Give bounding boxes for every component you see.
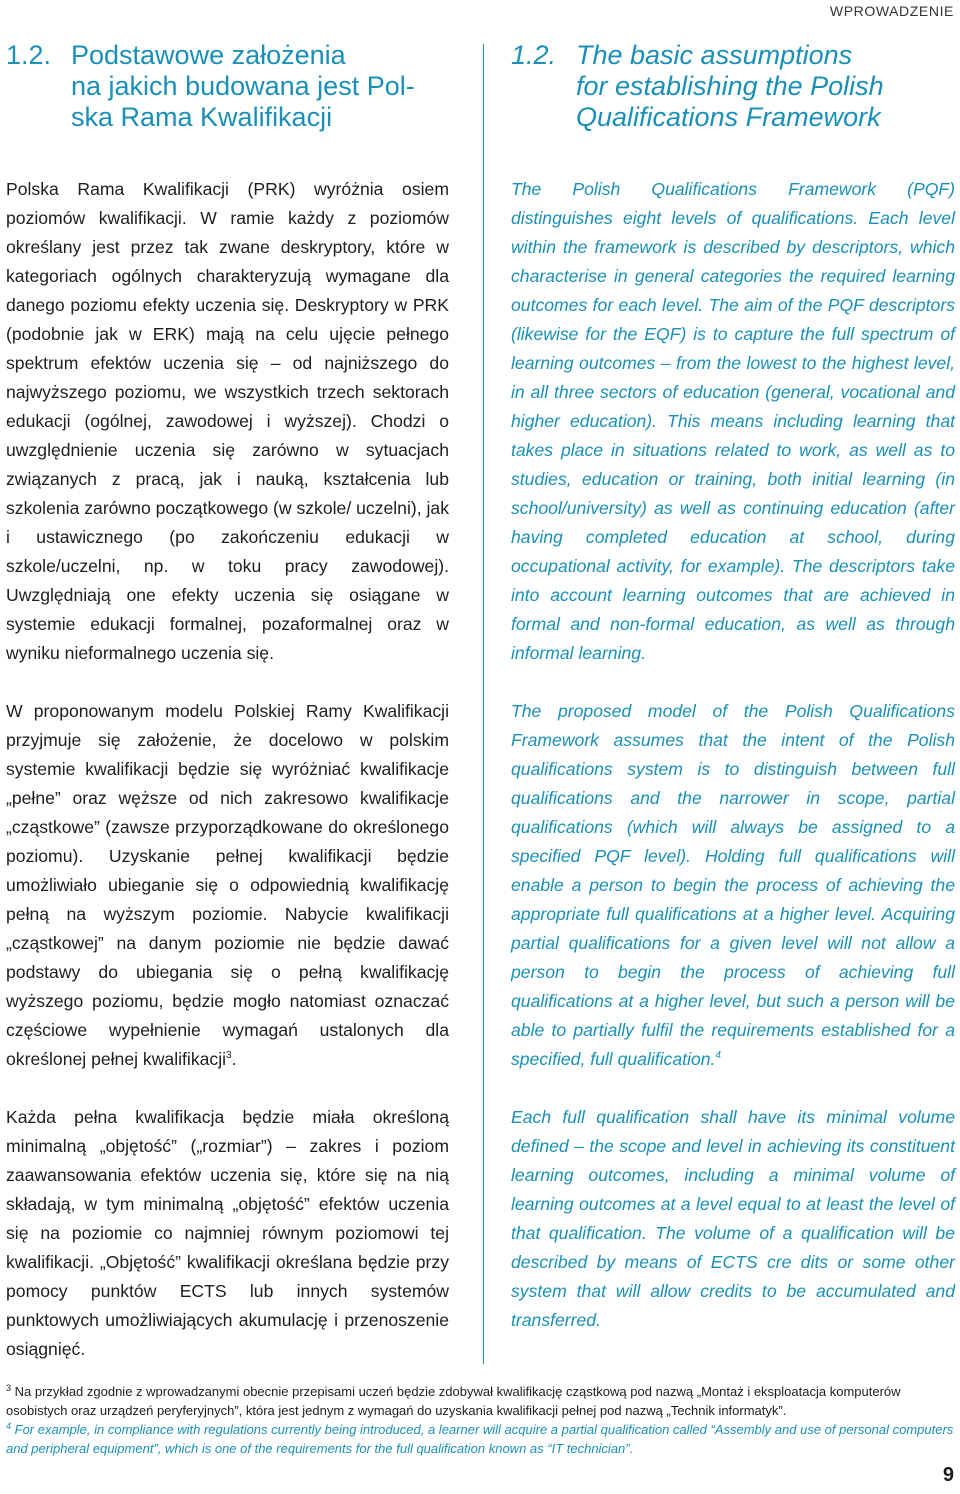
paragraph-pl-2-text: W proponowanym modelu Polskiej Ramy Kwalifikacji przyjmuje się założenie, że docelowo w polskim systemie kwalifikacji będzie się wyróżniać kwalifikacje „pełne” oraz węższe od nich zakresowo kwalifikacje „cząstkowe” (zawsze przyporządkowane do określonego poziomu). Uzyskanie pełnej kwalifikacji będzie umożliwiało ubieganie się o odpowiednią kwalifikację pełną na wyższym poziomie. Nabycie kwalifikacji „cząstkowej” na danym poziomie nie będzie dawać podstawy do ubiegania się o pełną kwalifikację wyższego poziomu, będzie mogło natomiast oznaczać częściowe wypełnienie wymagań ustalonych dla określonej pełnej kwalifikacji — [6, 701, 449, 1069]
section-number: 1.2. — [511, 40, 557, 70]
footnote-3-text: Na przykład zgodnie z wprowadzanymi obecnie przepisami uczeń będzie zdobywał kwalifikację cząstkową pod nazwą „Montaż i eksploatacja komputerów osobistych oraz urządzeń peryferyjnych”, która jest jednym z wymagań do uzyskania kwalifikacji pełnej pod nazwą „Technik informatyk”. — [6, 1384, 901, 1418]
paragraph-en-2 — [511, 697, 955, 1074]
running-header: WPROWADZENIE — [829, 3, 954, 19]
heading-line-1: The basic assumptions — [576, 40, 853, 70]
footnote-4-number: 4 — [6, 1421, 12, 1431]
footnote-3 — [6, 1382, 954, 1420]
paragraph-en-2-text: The proposed model of the Polish Qualifications Framework assumes that the intent of the Polish qualifications system is to distinguish between full qualifications and the narrower in scope, partial qualifications (which will always be assigned to a specified PQF level). Holding full qualifications will enable a person to begin the process of achieving the appropriate full qualifications at a higher level. Acquiring partial qualifications for a given level will not allow a person to begin the process of achieving full qualifications at a higher level, but such a person will be able to partially fulfil the requirements established for a specified, full qualification. — [511, 701, 955, 1069]
heading-line-3: ska Rama Kwalifikacji — [71, 102, 333, 132]
section-heading-en — [511, 40, 955, 175]
paragraph-pl-1: Polska Rama Kwalifikacji (PRK) wyróżnia osiem poziomów kwalifikacji. W ramie każdy z poziomów określany jest przez tak zwane deskryptory, które w kategoriach ogólnych charakteryzują wymagane dla danego poziomu efekty uczenia się. Deskryptory w PRK (podobnie jak w ERK) mają na celu ujęcie pełnego spektrum efektów uczenia się – od najniższego do najwyższego poziomu, we wszystkich trzech sektorach edukacji (ogólnej, zawodowej i wyższej). Chodzi o uwzględnienie uczenia się zarówno w sytuacjach związanych z pracą, jak i nauką, kształcenia lub szkolenia zarówno początkowego (w szkole/ uczelni), jak i ustawicznego (po zakończeniu edukacji w szkole/uczelni, np. w toku pracy zawodowej). Uwzględniają one efekty uczenia się osiągane w systemie edukacji formalnej, pozaformalnej oraz w wyniku nieformalnego uczenia się. — [6, 179, 449, 663]
polish-column — [6, 40, 449, 1364]
footnote-4-text: For example, in compliance with regulations currently being introduced, a learner will acquire a partial qualification called “Assembly and use of personal computers and peripheral equipment”, which is one of the requirements for the full qualification known as “IT technician”. — [6, 1422, 954, 1456]
footnote-4 — [6, 1420, 954, 1458]
column-divider — [483, 44, 484, 1364]
heading-line-2: for establishing the Polish — [576, 71, 884, 101]
footnotes — [6, 1382, 954, 1458]
page-number: 9 — [942, 1464, 954, 1486]
footnote-ref-4[interactable]: 4 — [715, 1050, 721, 1061]
footnote-ref-3[interactable]: 3 — [226, 1050, 232, 1061]
paragraph-pl-2 — [6, 697, 449, 1074]
section-number: 1.2. — [6, 40, 52, 70]
paragraph-en-1: The Polish Qualifications Framework (PQF) distinguishes eight levels of qualifications. Each level within the framework is described by descriptors, which characterise in general categories the required learning outcomes for each level. The aim of the PQF descriptors (likewise for the EQF) is to capture the full spectrum of learning outcomes – from the lowest to the highest level, in all three sectors of education (general, vocational and higher education). This means including learning that takes place in situations related to work, as well as to studies, education or training, both initial learning (in school/university) as well as continuing education (after having completed education at school, during occupational activity, for example). The descriptors take into account learning outcomes that are achieved in formal and non-formal education, as well as through informal learning. — [511, 179, 955, 663]
heading-line-3: Qualifications Framework — [576, 102, 881, 132]
heading-line-1: Podstawowe założenia — [71, 40, 346, 70]
paragraph-pl-2-end: . — [231, 1049, 237, 1069]
paragraph-en-3: Each full qualification shall have its minimal volume defined – the scope and level in achieving its constituent learning outcomes, including a minimal volume of learning outcomes at a level equal to at least the level of that qualification. The volume of a qualification will be described by means of ECTS cre dits or some other system that will allow credits to be accumulated and transferred. — [511, 1107, 955, 1330]
paragraph-pl-3: Każda pełna kwalifikacja będzie miała określoną minimalną „objętość” („rozmiar”) – zakres i poziom zaawansowania efektów uczenia się, które się na nią składają, w tym minimalną „objętość” efektów uczenia się na poziomie co najmniej równym poziomowi tej kwalifikacji. „Objętość” kwalifikacji określana będzie przy pomocy punktów ECTS lub innych systemów punktowych umożliwiających akumulację i przenoszenie osiągnięć. — [6, 1107, 449, 1359]
footnote-3-number: 3 — [6, 1383, 12, 1393]
english-column — [511, 40, 955, 1335]
heading-line-2: na jakich budowana jest Pol- — [71, 71, 415, 101]
section-heading-pl — [6, 40, 449, 175]
